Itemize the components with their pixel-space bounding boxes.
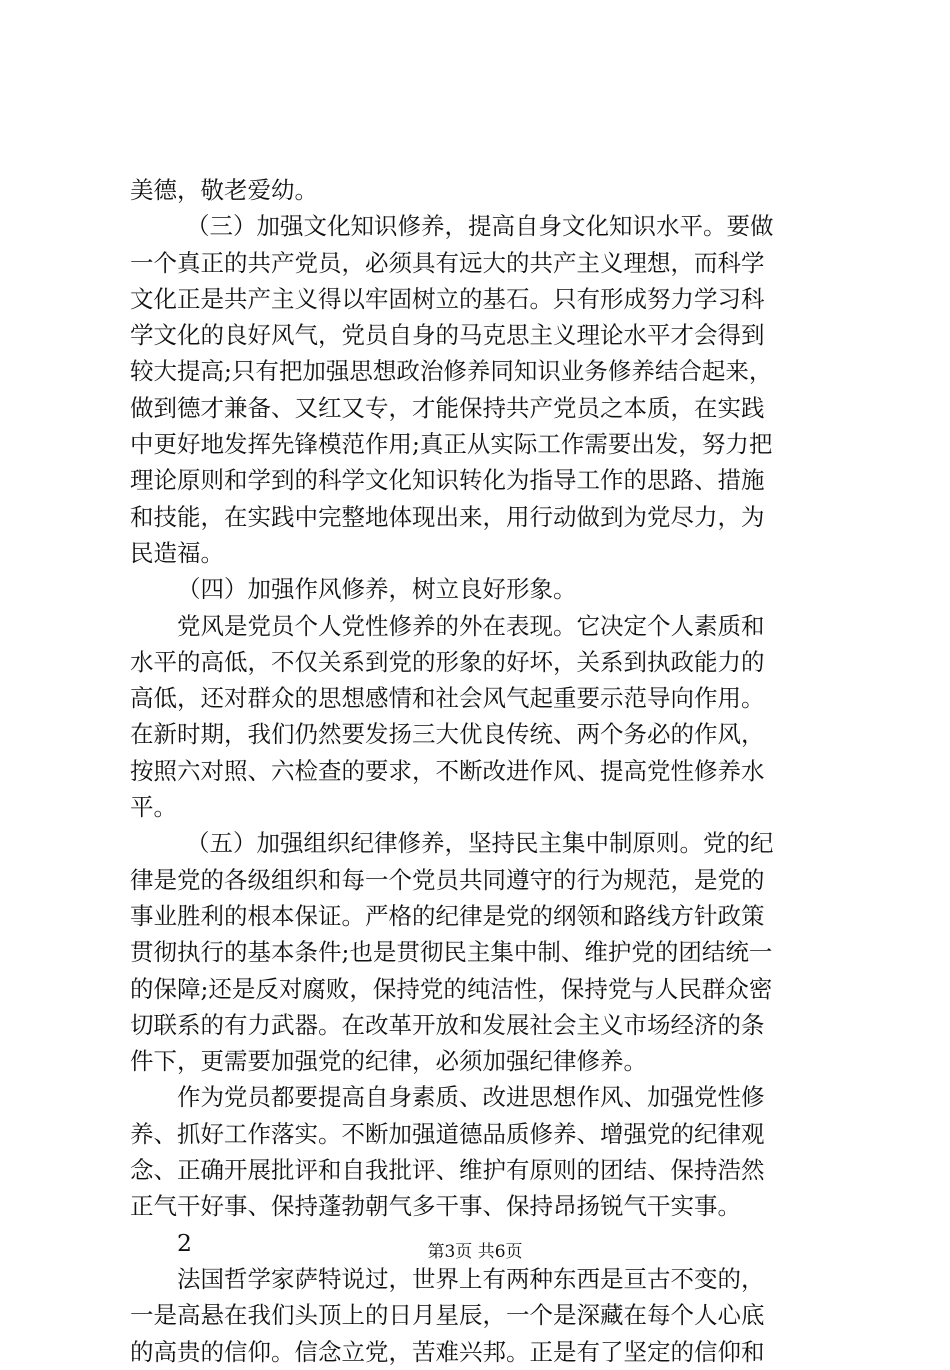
- text-line: 文化正是共产主义得以牢固树立的基石。只有形成努力学习科: [130, 284, 765, 313]
- text-line: （三）加强文化知识修养，提高自身文化知识水平。要做: [186, 212, 774, 241]
- text-line: 事业胜利的根本保证。严格的纪律是党的纲领和路线方针政策: [130, 901, 765, 930]
- paragraph-continuation: [130, 172, 836, 208]
- text-line: （五）加强组织纪律修养，坚持民主集中制原则。党的纪: [186, 829, 774, 858]
- text-line: 在新时期，我们仍然要发扬三大优良传统、两个务必的作风，: [130, 720, 765, 749]
- paragraph-discipline: [130, 825, 836, 1079]
- text-line: 养、抓好工作落实。不断加强道德品质修养、增强党的纪律观: [130, 1119, 765, 1148]
- page-footer: 第3页 共6页: [427, 1242, 523, 1262]
- text-line: 件下，更需要加强党的纪律，必须加强纪律修养。: [130, 1047, 647, 1076]
- text-line: 理论原则和学到的科学文化知识转化为指导工作的思路、措施: [130, 466, 765, 495]
- text-line: 美德，敬老爱幼。: [130, 176, 318, 204]
- text-line: 做到德才兼备、又红又专，才能保持共产党员之本质，在实践: [130, 393, 765, 422]
- text-line: 党风是党员个人党性修养的外在表现。它决定个人素质和: [177, 611, 765, 640]
- text-line: 律是党的各级组织和每一个党员共同遵守的行为规范，是党的: [130, 865, 765, 894]
- paragraph-culture: [130, 208, 836, 571]
- text-line: 贯彻执行的基本条件;也是贯彻民主集中制、维护党的团结统一: [130, 938, 773, 967]
- text-line: 念、正确开展批评和自我批评、维护有原则的团结、保持浩然: [130, 1156, 765, 1185]
- text-line: 的保障;还是反对腐败，保持党的纯洁性，保持党与人民群众密: [130, 974, 773, 1003]
- text-line: 法国哲学家萨特说过，世界上有两种东西是亘古不变的，: [177, 1264, 765, 1293]
- text-line: 一个真正的共产党员，必须具有远大的共产主义理想，而科学: [130, 248, 765, 277]
- text-line: 的高贵的信仰。信念立党，苦难兴邦。正是有了坚定的信仰和: [130, 1337, 765, 1366]
- text-line: 学文化的良好风气，党员自身的马克思主义理论水平才会得到: [130, 321, 765, 350]
- text-line: 中更好地发挥先锋模范作用;真正从实际工作需要出发，努力把: [130, 430, 773, 459]
- text-line: 正气干好事、保持蓬勃朝气多干事、保持昂扬锐气干实事。: [130, 1192, 741, 1221]
- text-line: 作为党员都要提高自身素质、改进思想作风、加强党性修: [177, 1083, 765, 1112]
- text-line: 平。: [130, 793, 177, 822]
- text-line: 较大提高;只有把加强思想政治修养同知识业务修养结合起来，: [130, 357, 773, 386]
- text-line: 和技能，在实践中完整地体现出来，用行动做到为党尽力，为: [130, 502, 765, 531]
- text-line: 高低，还对群众的思想感情和社会风气起重要示范导向作用。: [130, 684, 765, 713]
- text-line: 一是高悬在我们头顶上的日月星辰，一个是深藏在每个人心底: [130, 1301, 765, 1330]
- paragraph-sartre: [130, 1261, 836, 1370]
- paragraph-summary: [130, 1079, 836, 1224]
- paragraph-style-heading: [130, 571, 836, 607]
- body-text: [130, 172, 836, 1370]
- text-line: 民造福。: [130, 538, 224, 567]
- text-line: 按照六对照、六检查的要求，不断改进作风、提高党性修养水: [130, 756, 765, 785]
- text-line: 切联系的有力武器。在改革开放和发展社会主义市场经济的条: [130, 1010, 765, 1039]
- text-line: 水平的高低，不仅关系到党的形象的好坏，关系到执政能力的: [130, 647, 765, 676]
- paragraph-party-style: [130, 608, 836, 826]
- text-line: （四）加强作风修养，树立良好形象。: [177, 575, 577, 604]
- text-line: 2: [177, 1228, 192, 1257]
